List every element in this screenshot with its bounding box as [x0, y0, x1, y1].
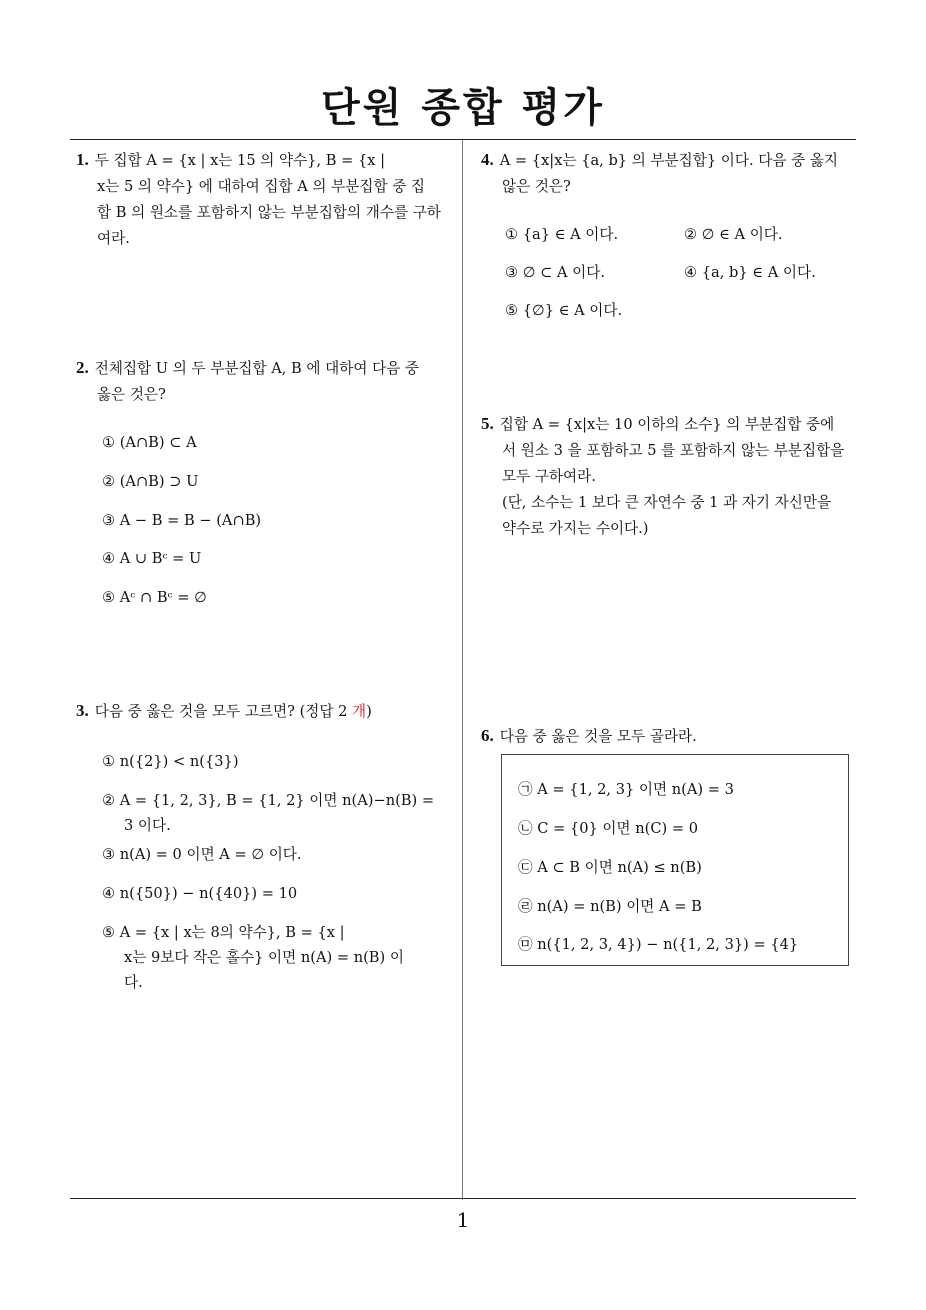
question-4 — [481, 147, 861, 200]
question-number: 1. — [76, 150, 89, 169]
option-5: ⑤ {∅} ∈ A 이다. — [505, 302, 623, 319]
question-line: (단, 소수는 1 보다 큰 자연수 중 1 과 자기 자신만을 — [502, 494, 832, 511]
question-3 — [76, 698, 456, 725]
question-1 — [76, 147, 456, 252]
option-2: ② A = {1, 2, 3}, B = {1, 2} 이면 n(A)−n(B) = — [102, 792, 435, 809]
question-number: 5. — [481, 414, 494, 433]
question-line: 서 원소 3 을 포함하고 5 를 포함하지 않는 부분집합을 — [502, 442, 845, 459]
option-3: ③ A − B = B − (A∩B) — [102, 512, 262, 529]
question-5 — [481, 411, 861, 542]
option-5: ⑤ Aᶜ ∩ Bᶜ = ∅ — [102, 589, 207, 606]
question-number: 2. — [76, 358, 89, 377]
question-line: 않은 것은? — [502, 178, 571, 195]
footer-rule — [70, 1198, 856, 1199]
question-line: 약수로 가지는 수이다.) — [502, 520, 649, 537]
question-stem: 다음 중 옳은 것을 모두 고르면? (정답 2 — [94, 703, 353, 720]
option-1: ① {a} ∈ A 이다. — [505, 226, 619, 243]
option-2: ② (A∩B) ⊃ U — [102, 473, 199, 490]
question-number: 4. — [481, 150, 494, 169]
statement-item: ㉢ A ⊂ B 이면 n(A) ≤ n(B) — [518, 859, 702, 876]
question-line: 합 B 의 원소를 포함하지 않는 부분집합의 개수를 구하 — [97, 204, 441, 221]
option-1: ① (A∩B) ⊂ A — [102, 434, 197, 451]
statement-item: ㉤ n({1, 2, 3, 4}) − n({1, 2, 3}) = {4} — [518, 936, 799, 953]
question-6 — [481, 723, 861, 750]
question-stem-end: ) — [366, 703, 372, 720]
option-2: ② ∅ ∈ A 이다. — [684, 226, 783, 243]
answer-count-highlight: 개 — [352, 703, 367, 720]
column-divider — [462, 140, 463, 1200]
question-number: 6. — [481, 726, 494, 745]
question-line: 두 집합 A = {x | x는 15 의 약수}, B = {x | — [94, 152, 386, 169]
statement-item: ㉠ A = {1, 2, 3} 이면 n(A) = 3 — [518, 781, 734, 798]
header-rule — [70, 139, 856, 140]
question-stem: 다음 중 옳은 것을 모두 골라라. — [499, 728, 697, 745]
page-number: 1 — [456, 1208, 470, 1232]
option-4: ④ A ∪ Bᶜ = U — [102, 550, 202, 567]
question-line: 집합 A = {x|x는 10 이하의 소수} 의 부분집합 중에 — [499, 416, 835, 433]
option-4: ④ {a, b} ∈ A 이다. — [684, 264, 816, 281]
question-2 — [76, 355, 456, 408]
page-title: 단원 종합 평가 — [321, 85, 605, 131]
option-1: ① n({2}) < n({3}) — [102, 753, 239, 770]
question-number: 3. — [76, 701, 89, 720]
option-5-cont: 다. — [124, 974, 143, 991]
question-line: 모두 구하여라. — [502, 468, 596, 485]
option-2-cont: 3 이다. — [124, 817, 171, 834]
question-line: 전체집합 U 의 두 부분집합 A, B 에 대하여 다음 중 — [94, 360, 420, 377]
question-line: A = {x|x는 {a, b} 의 부분집합} 이다. 다음 중 옳지 — [499, 152, 839, 169]
statement-item: ㉣ n(A) = n(B) 이면 A = B — [518, 898, 702, 915]
statement-item: ㉡ C = {0} 이면 n(C) = 0 — [518, 820, 698, 837]
option-5: ⑤ A = {x | x는 8의 약수}, B = {x | — [102, 924, 345, 941]
option-4: ④ n({50}) − n({40}) = 10 — [102, 885, 298, 902]
option-5-cont: x는 9보다 작은 홀수} 이면 n(A) = n(B) 이 — [124, 949, 404, 966]
question-line: 여라. — [97, 230, 130, 247]
question-line: x는 5 의 약수} 에 대하여 집합 A 의 부분집합 중 집 — [97, 178, 426, 195]
option-3: ③ n(A) = 0 이면 A = ∅ 이다. — [102, 846, 302, 863]
question-line: 옳은 것은? — [97, 386, 166, 403]
option-3: ③ ∅ ⊂ A 이다. — [505, 264, 605, 281]
